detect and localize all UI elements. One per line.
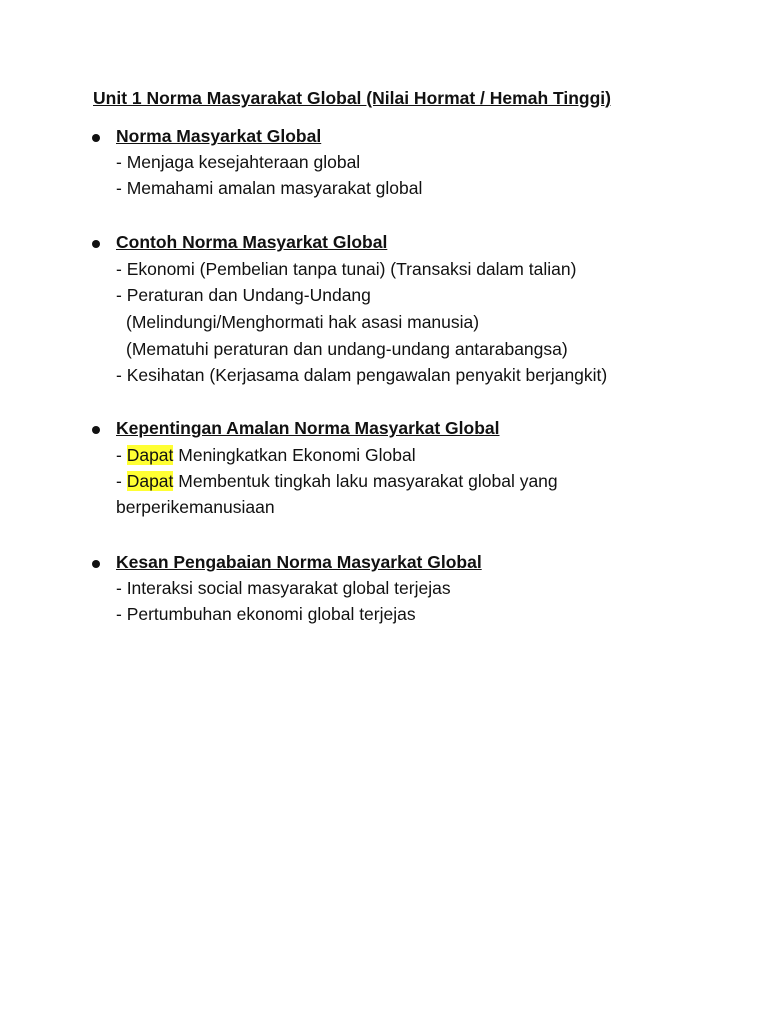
section-heading: Norma Masyarkat Global (116, 126, 322, 146)
line-prefix: - (116, 445, 127, 465)
section-line: - Peraturan dan Undang-Undang (116, 285, 371, 305)
bullet-icon (92, 426, 100, 434)
section-line (116, 471, 558, 492)
bullet-icon (92, 134, 100, 142)
line-text: Meningkatkan Ekonomi Global (173, 445, 416, 465)
line-prefix: - (116, 471, 127, 491)
section-line: - Kesihatan (Kerjasama dalam pengawalan penyakit berjangkit) (116, 365, 608, 385)
section-line: - Memahami amalan masyarakat global (116, 178, 423, 198)
bullet-icon (92, 560, 100, 568)
section-line: - Interaksi social masyarakat global terjejas (116, 578, 451, 598)
section-line: - Menjaga kesejahteraan global (116, 152, 361, 172)
section-heading: Contoh Norma Masyarkat Global (116, 232, 388, 252)
line-text: Membentuk tingkah laku masyarakat global yang (173, 471, 558, 491)
highlighted-text: Dapat (126, 471, 174, 491)
section-line: - Ekonomi (Pembelian tanpa tunai) (Transaksi dalam talian) (116, 259, 577, 279)
section-line: (Mematuhi peraturan dan undang-undang antarabangsa) (126, 339, 568, 359)
section-line: (Melindungi/Menghormati hak asasi manusia) (126, 312, 480, 332)
highlighted-text: Dapat (126, 445, 174, 465)
bullet-icon (92, 240, 100, 248)
section-line (116, 445, 416, 466)
page-title: Unit 1 Norma Masyarakat Global (Nilai Hormat / Hemah Tinggi) (93, 88, 611, 108)
section-heading: Kesan Pengabaian Norma Masyarkat Global (116, 552, 482, 572)
section-heading: Kepentingan Amalan Norma Masyarkat Global (116, 418, 500, 438)
section-line: - Pertumbuhan ekonomi global terjejas (116, 604, 416, 624)
section-line: berperikemanusiaan (116, 497, 275, 517)
